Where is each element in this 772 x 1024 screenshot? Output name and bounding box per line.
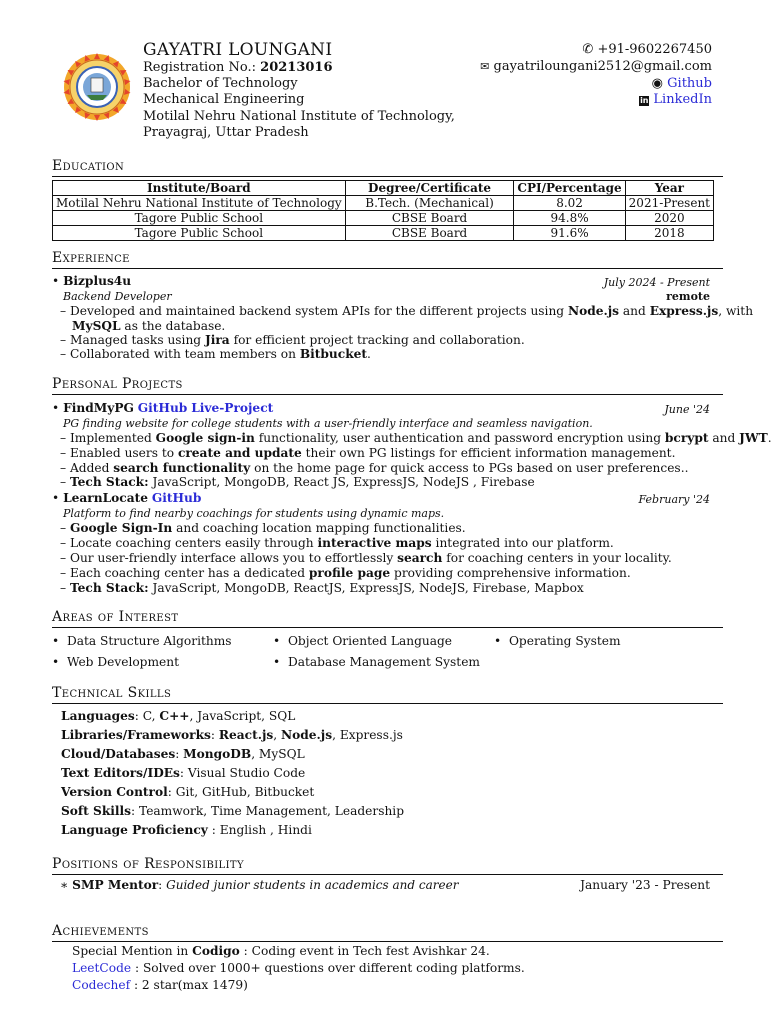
position-item: ∗ SMP Mentor: Guided junior students in academics and career (60, 878, 459, 892)
header-degree: Degree/Certificate (345, 181, 514, 196)
findmypg-live-link[interactable]: Live-Project (191, 401, 274, 415)
list-item: – Locate coaching centers easily through interactive maps integrated into our platform. (60, 536, 614, 550)
list-item: – Tech Stack: JavaScript, MongoDB, React JS, ExpressJS, NodeJS , Firebase (60, 475, 535, 489)
list-item: – Google Sign-In and coaching location mapping functionalities. (60, 521, 466, 535)
institute-logo (62, 52, 132, 122)
project-date: June '24 (664, 403, 710, 416)
cell-year: 2021-Present (625, 196, 713, 211)
location-line: Prayagraj, Uttar Pradesh (143, 125, 309, 140)
leetcode-link[interactable]: LeetCode (72, 961, 132, 975)
interests-rule (52, 627, 723, 628)
project-name: LearnLocate (63, 491, 148, 505)
interest-item: • Data Structure Algorithms (52, 634, 232, 648)
list-item-continued: MySQL as the database. (72, 319, 226, 333)
cell-institute: Tagore Public School (53, 226, 346, 241)
position-date: January '23 - Present (580, 878, 710, 892)
skills-rule (52, 703, 723, 704)
phone-icon: ✆ (582, 42, 594, 57)
cell-year: 2018 (625, 226, 713, 241)
list-item: – Tech Stack: JavaScript, MongoDB, ReactJS, ExpressJS, NodeJS, Firebase, Mapbox (60, 581, 584, 595)
list-item: – Collaborated with team members on Bitbucket. (60, 347, 371, 361)
achievements-rule (52, 941, 723, 942)
project-name: FindMyPG (63, 401, 134, 415)
header-cpi: CPI/Percentage (514, 181, 625, 196)
phone-contact[interactable] (582, 42, 712, 59)
skill-editors: Text Editors/IDEs: Visual Studio Code (61, 766, 306, 780)
candidate-name: GAYATRI LOUNGANI (143, 40, 333, 60)
education-rule (52, 176, 723, 177)
list-item: – Added search functionality on the home page for quick access to PGs based on user preferences.. (60, 461, 689, 475)
learnlocate-github-link[interactable]: GitHub (151, 491, 202, 505)
interest-item: • Database Management System (273, 655, 480, 669)
cell-degree: CBSE Board (345, 211, 514, 226)
registration-line (143, 60, 333, 77)
linkedin-profile-link[interactable] (639, 92, 712, 109)
skill-soft: Soft Skills: Teamwork, Time Management, Leadership (61, 804, 404, 818)
skill-languages: Languages: C, C++, JavaScript, SQL (61, 709, 296, 723)
skill-vcs: Version Control: Git, GitHub, Bitbucket (61, 785, 315, 799)
table-header-row (53, 181, 714, 196)
envelope-icon: ✉ (480, 60, 490, 73)
phone-number: +91-9602267450 (597, 42, 712, 57)
list-item: – Enabled users to create and update their own PG listings for efficient information management. (60, 446, 676, 460)
list-item: – Our user-friendly interface allows you to effortlessly search for coaching centers in your locality. (60, 551, 672, 565)
list-item: – Managed tasks using Jira for efficient project tracking and collaboration. (60, 333, 525, 347)
table-row (53, 196, 714, 211)
achievement-item: Codechef : 2 star(max 1479) (72, 978, 248, 992)
github-icon: ◉ (651, 76, 664, 91)
registration-number: 20213016 (260, 60, 333, 75)
projects-heading: Personal Projects (52, 376, 183, 392)
cell-cpi: 94.8% (514, 211, 625, 226)
project-date: February '24 (638, 493, 710, 506)
cell-institute: Tagore Public School (53, 211, 346, 226)
achievement-item: Special Mention in Codigo : Coding event in Tech fest Avishkar 24. (72, 944, 490, 958)
experience-heading: Experience (52, 250, 130, 266)
company-name: Bizplus4u (63, 274, 132, 288)
projects-rule (52, 394, 723, 395)
interest-item: • Operating System (494, 634, 621, 648)
interest-item: • Object Oriented Language (273, 634, 453, 648)
project-description: PG finding website for college students with a user-friendly interface and seamless navigation. (63, 417, 593, 430)
experience-location: remote (666, 290, 710, 303)
skills-heading: Technical Skills (52, 685, 172, 701)
table-row (53, 226, 714, 241)
experience-role: Backend Developer (63, 290, 172, 303)
email-contact[interactable] (480, 59, 712, 76)
interest-item: • Web Development (52, 655, 179, 669)
cell-year: 2020 (625, 211, 713, 226)
experience-company (52, 274, 131, 289)
education-heading: Education (52, 158, 125, 174)
interests-heading: Areas of Interest (52, 609, 179, 625)
cell-institute: Motilal Nehru National Institute of Technology (53, 196, 346, 211)
experience-rule (52, 268, 723, 269)
institute-line: Motilal Nehru National Institute of Technology, (143, 109, 455, 124)
skill-cloud: Cloud/Databases: MongoDB, MySQL (61, 747, 305, 761)
table-row (53, 211, 714, 226)
skill-language-proficiency: Language Proficiency : English , Hindi (61, 823, 312, 837)
registration-label: Registration No.: (143, 60, 261, 75)
branch-line: Mechanical Engineering (143, 92, 305, 107)
achievements-heading: Achievements (52, 923, 149, 939)
skill-libraries: Libraries/Frameworks: React.js, Node.js, Express.js (61, 728, 403, 742)
education-table (52, 180, 714, 241)
linkedin-icon: in (640, 96, 649, 105)
list-item: – Each coaching center has a dedicated profile page providing comprehensive information. (60, 566, 631, 580)
github-profile-link[interactable] (652, 76, 712, 93)
list-item: – Developed and maintained backend system APIs for the different projects using Node.js and Express.js, with (60, 304, 754, 318)
list-item: – Implemented Google sign-in functionality, user authentication and password encryption using bcrypt and JWT. (60, 431, 772, 445)
linkedin-label: LinkedIn (653, 92, 712, 107)
asterisk-bullet: ∗ (60, 878, 69, 892)
email-address: gayatriloungani2512@gmail.com (493, 59, 712, 74)
project-findmypg-title: • FindMyPG GitHub Live-Project (52, 401, 274, 415)
project-learnlocate-title: • LearnLocate GitHub (52, 491, 202, 505)
header-year: Year (625, 181, 713, 196)
project-description: Platform to find nearby coachings for students using dynamic maps. (63, 507, 445, 520)
experience-date: July 2024 - Present (603, 276, 710, 289)
header-institute: Institute/Board (53, 181, 346, 196)
cell-cpi: 8.02 (514, 196, 625, 211)
cell-cpi: 91.6% (514, 226, 625, 241)
codechef-link[interactable]: Codechef (72, 978, 131, 992)
degree-line: Bachelor of Technology (143, 76, 298, 91)
positions-heading: Positions of Responsibility (52, 856, 245, 872)
findmypg-github-link[interactable]: GitHub (137, 401, 188, 415)
cell-degree: B.Tech. (Mechanical) (345, 196, 514, 211)
github-label: Github (667, 76, 712, 91)
positions-rule (52, 874, 723, 875)
bullet: • (52, 274, 60, 288)
achievement-item: LeetCode : Solved over 1000+ questions over different coding platforms. (72, 961, 525, 975)
cell-degree: CBSE Board (345, 226, 514, 241)
